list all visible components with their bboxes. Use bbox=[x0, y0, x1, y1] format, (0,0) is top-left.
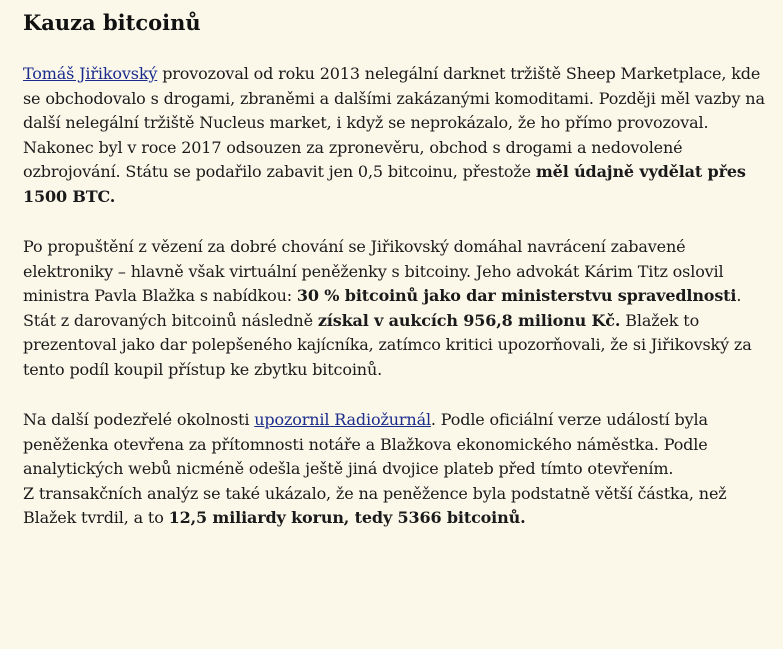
p3-text-3: Z transakčních analýz se také ukázalo, že na peněžence byla podstatně větší částka, než Blažek tvrdil, a to bbox=[23, 483, 727, 527]
paragraph-1 bbox=[23, 62, 768, 209]
link-tomas-jirikovsky[interactable]: Tomáš Jiřikovský bbox=[23, 64, 158, 83]
p2-bold-1: 30 % bitcoinů jako dar ministerstvu spravedlnosti bbox=[296, 286, 737, 305]
p2-bold-2: získal v aukcích 956,8 milionu Kč. bbox=[317, 310, 621, 330]
paragraph-3 bbox=[23, 408, 768, 531]
p1-bold-1: měl údajně vydělat přes 1500 BTC. bbox=[23, 162, 746, 206]
p2-text-3: Blažek to prezentoval jako dar polepšeného kajícníka, zatímco kritici upozorňovali, že si Jiřikovský za tento podíl koupil přístup ke zbytku bitcoinů. bbox=[23, 310, 752, 379]
p1-text-1: provozoval od roku 2013 nelegální darknet tržiště Sheep Marketplace, kde se obchodovalo s drogami, zbraněmi a dalšími zakázanými komoditami. Později měl vazby na další nelegální tržiště Nucleus market, i když se neprokázalo, že ho přímo provozoval. Nakonec byl v roce 2017 odsouzen za zpronevěru, obchod s drogami a nedovolené ozbrojování. Státu se podařilo zabavit jen 0,5 bitcoinu, přestože bbox=[23, 64, 765, 181]
p3-bold-1: 12,5 miliardy korun, tedy 5366 bitcoinů. bbox=[168, 508, 526, 527]
p3-text-2: . Podle oficiální verze událostí byla peněženka otevřena za přítomnosti notáře a Blažkova ekonomického náměstka. Podle analytických webů nicméně odešla ještě jiná dvojice plateb před tímto otevřením. bbox=[23, 410, 708, 478]
p3-text-1: Na další podezřelé okolnosti bbox=[23, 410, 255, 429]
p2-text-1: Po propuštění z vězení za dobré chování se Jiřikovský domáhal navrácení zabavené elektroniky – hlavně však virtuální peněženky s bitcoiny. Jeho advokát Kárim Titz oslovil ministra Pavla Blažka s nabídkou: bbox=[23, 237, 724, 305]
article-title: Kauza bitcoinů bbox=[23, 10, 201, 35]
paragraph-2 bbox=[23, 235, 768, 382]
link-radiozurnal[interactable]: upozornil Radiožurnál bbox=[254, 410, 431, 429]
p2-text-2: . Stát z darovaných bitcoinů následně bbox=[23, 286, 742, 330]
